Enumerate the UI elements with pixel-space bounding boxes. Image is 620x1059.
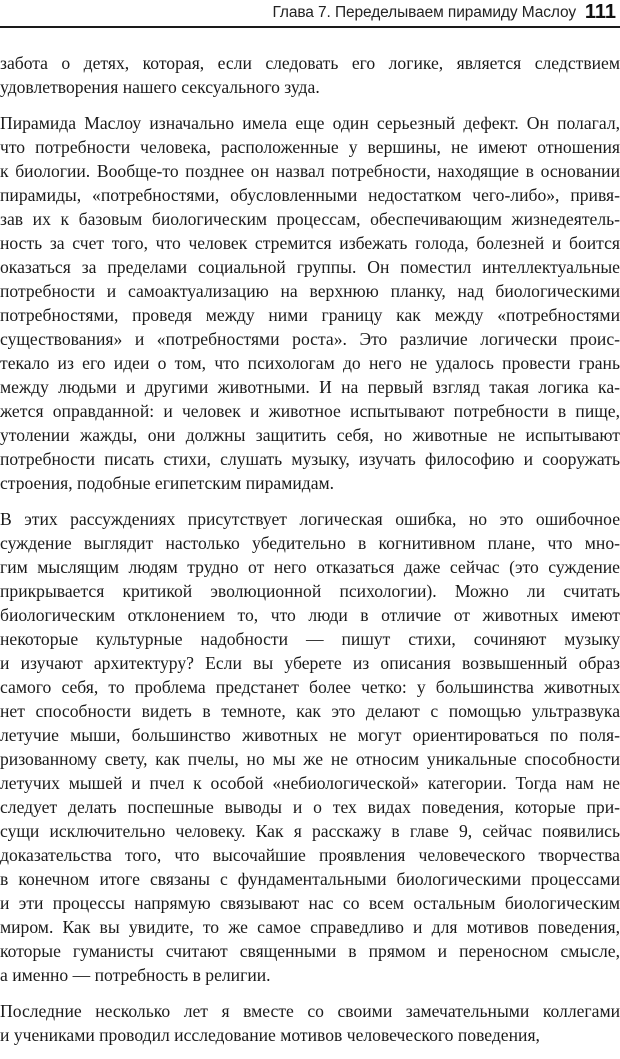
text-line: потребности писать стихи, слушать музыку, изучать философию и сооружать <box>0 449 620 469</box>
text-line: доказательства того, что высочайшие проявления человеческого творчества <box>0 845 620 865</box>
text-line: строения, подобные египетским пирамидам. <box>0 473 335 493</box>
text-line: текало из его идеи о том, что психологам до него не удалось провести грань <box>0 353 620 373</box>
text-line: ность за счет того, что человек стремится избежать голода, болезней и боится <box>0 233 620 253</box>
chapter-title: Глава 7. Переделываем пирамиду Маслоу <box>272 4 576 21</box>
text-line: забота о детях, которая, если следовать его логике, является следствием <box>0 53 620 73</box>
text-line: потребности и самоактуализацию на верхнюю планку, над биологическими <box>0 281 620 301</box>
text-line: что потребности человека, расположенные у вершины, не имеют отношения <box>0 137 620 157</box>
text-line: суждение выглядит настолько убедительно в когнитивном плане, что мно- <box>0 533 620 553</box>
text-line: ризованному свету, как пчелы, но мы же не относим уникальные способности <box>0 749 620 769</box>
text-line: к биологии. Вообще-то позднее он назвал потребности, находящие в основании <box>0 161 620 181</box>
text-line: существования» и «потребностями роста». Это различие логически проис- <box>0 329 620 349</box>
text-line: самого себя, то проблема предстанет более четко: у большинства животных <box>0 677 620 697</box>
text-line: некоторые культурные надобности — пишут стихи, сочиняют музыку <box>0 629 620 649</box>
text-line: удовлетворения нашего сексуального зуда. <box>0 77 320 97</box>
paragraph <box>0 507 620 987</box>
text-line: биологическим отклонением то, что люди в отличие от животных имеют <box>0 605 620 625</box>
running-header <box>0 0 620 28</box>
text-line: летучие мыши, большинство животных не могут ориентироваться по поля- <box>0 725 620 745</box>
text-line: следует делать поспешные выводы и о тех видах поведения, которые при- <box>0 797 620 817</box>
text-line: в конечном итоге связаны с фундаментальными биологическими процессами <box>0 869 620 889</box>
page-number: 111 <box>584 1 616 23</box>
body-text <box>0 51 620 1059</box>
text-line: В этих рассуждениях присутствует логическая ошибка, но это ошибочное <box>0 509 620 529</box>
text-line: сущи исключительно человеку. Как я расскажу в главе 9, сейчас появились <box>0 821 620 841</box>
text-line: нет способности видеть в темноте, как это делают с помощью ультразвука <box>0 701 620 721</box>
text-line: пирамиды, «потребностями, обусловленными недостатком чего-либо», привя- <box>0 185 620 205</box>
text-line: а именно — потребность в религии. <box>0 965 271 985</box>
text-line: летучих мышей и пчел к особой «небиологической» категории. Тогда нам не <box>0 773 620 793</box>
text-line: гим мыслящим людям трудно от него отказаться даже сейчас (это суждение <box>0 557 620 577</box>
text-line: и изучают архитектуру? Если вы уберете из описания возвышенный образ <box>0 653 620 673</box>
text-line: Последние несколько лет я вместе со своими замечательными коллегами <box>0 1001 620 1021</box>
text-line: и эти процессы напрямую связывают нас со всем остальным биологическим <box>0 893 620 913</box>
text-line: и учениками проводил исследование мотивов человеческого поведения, <box>0 1025 540 1045</box>
text-line: Пирамида Маслоу изначально имела еще один серьезный дефект. Он полагал, <box>0 113 620 133</box>
text-line: зав их к базовым биологическим процессам, обеспечивающим жизнедеятель- <box>0 209 620 229</box>
text-line: прикрывается критикой эволюционной психологии). Можно ли считать <box>0 581 620 601</box>
text-line: между людьми и другими животными. И на первый взгляд такая логика ка- <box>0 377 620 397</box>
text-line: миром. Как вы увидите, то же самое справедливо и для мотивов поведения, <box>0 917 620 937</box>
paragraph <box>0 51 620 99</box>
text-line: оказаться за пределами социальной группы. Он поместил интеллектуальные <box>0 257 620 277</box>
paragraph <box>0 999 620 1047</box>
paragraph <box>0 111 620 495</box>
text-line: потребностями, проведя между ними границу как между «потребностями <box>0 305 620 325</box>
text-line: утолении жажды, они должны защитить себя, но животные не испытывают <box>0 425 620 445</box>
text-line: которые гуманисты считают священными в прямом и переносном смысле, <box>0 941 620 961</box>
text-line: жется оправданной: и человек и животное испытывают потребности в пище, <box>0 401 620 421</box>
